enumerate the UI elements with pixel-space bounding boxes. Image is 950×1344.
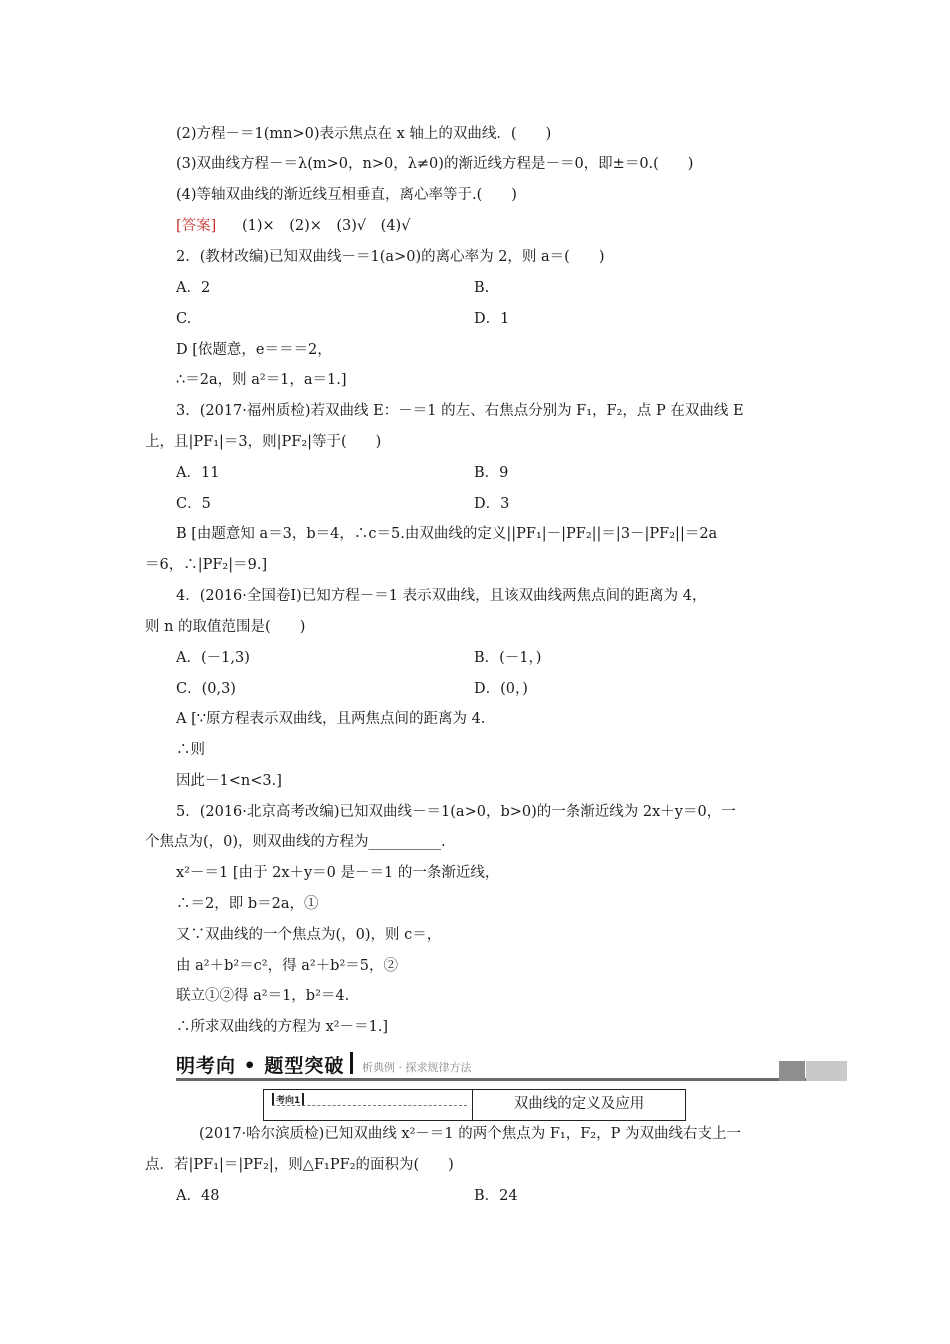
answer-5-line-4: 由 a²＋b²＝c²，得 a²＋b²＝5，② <box>176 958 398 974</box>
banner-block-light <box>806 1061 847 1081</box>
banner-rule <box>176 1078 847 1081</box>
answer-5-line-1: x²－＝1 [由于 2x＋y＝0 是－＝1 的一条渐近线， <box>176 865 500 881</box>
topic-dashed-line <box>272 1105 467 1106</box>
question-1-item-2: (2)方程－＝1(mn>0)表示焦点在 x 轴上的双曲线．( ) <box>176 126 552 142</box>
answer-5-line-5: 联立①②得 a²＝1，b²＝4. <box>176 988 350 1004</box>
question-5-line-1: 5．(2016·北京高考改编)已知双曲线－＝1(a>0，b>0)的一条渐近线为 2x＋y＝0，一 <box>176 804 736 820</box>
answer-4-line-2: ∴则 <box>176 742 205 758</box>
answer-4-line-1: A [∵原方程表示双曲线，且两焦点间的距离为 4. <box>176 711 486 727</box>
question-4-option-a: A．(－1,3) <box>176 650 250 666</box>
section-banner-title: 明考向 • 题型突破 <box>176 1055 345 1077</box>
example-line-2: 点．若|PF₁|＝|PF₂|，则△F₁PF₂的面积为( ) <box>145 1157 454 1173</box>
question-3-option-c: C．5 <box>176 496 211 512</box>
topic-title: 双曲线的定义及应用 <box>513 1096 645 1112</box>
question-1-item-4: (4)等轴双曲线的渐近线互相垂直，离心率等于.( ) <box>176 187 517 203</box>
topic-box <box>263 1089 686 1121</box>
section-banner-subtitle: 析典例 · 探求规律方法 <box>362 1061 472 1074</box>
question-2-option-d: D．1 <box>474 311 510 327</box>
answer-2-line-1: D [依题意，e＝＝＝2， <box>176 342 332 358</box>
answer-1: (1)× (2)× (3)√ (4)√ <box>242 218 411 234</box>
answer-5-line-2: ∴＝2，即 b＝2a，① <box>176 896 319 912</box>
question-3-option-a: A．11 <box>176 465 220 481</box>
question-3-option-d: D．3 <box>474 496 510 512</box>
answer-5-line-3: 又∵双曲线的一个焦点为(，0)，则 c＝， <box>176 927 442 943</box>
topic-tag: 考向1 <box>272 1093 304 1106</box>
question-4-option-d: D．(0，) <box>474 681 528 697</box>
example-option-a: A．48 <box>176 1188 220 1204</box>
banner-block-dark <box>779 1061 805 1081</box>
question-3-line-1: 3．(2017·福州质检)若双曲线 E：－＝1 的左、右焦点分别为 F₁，F₂，点 P 在双曲线 E <box>176 403 744 419</box>
question-4-line-2: 则 n 的取值范围是( ) <box>145 619 306 635</box>
question-4-option-b: B．(－1，) <box>474 650 542 666</box>
answer-4-line-3: 因此－1<n<3.] <box>176 773 282 789</box>
answer-5-line-6: ∴所求双曲线的方程为 x²－＝1.] <box>176 1019 389 1035</box>
topic-tag-cell <box>264 1090 473 1120</box>
answer-3-line-2: ＝6，∴|PF₂|＝9.] <box>145 557 268 573</box>
example-line-1: (2017·哈尔滨质检)已知双曲线 x²－＝1 的两个焦点为 F₁，F₂，P 为双曲线右支上一 <box>199 1126 741 1142</box>
question-2-option-a: A．2 <box>176 280 211 296</box>
answer-label: [答案] <box>176 218 217 234</box>
question-3-line-2: 上，且|PF₁|＝3，则|PF₂|等于( ) <box>145 434 382 450</box>
answer-2-line-2: ∴＝2a，则 a²＝1，a＝1.] <box>176 372 347 388</box>
question-4-option-c: C．(0,3) <box>176 681 236 697</box>
question-5-line-2: 个焦点为(，0)，则双曲线的方程为__________. <box>145 834 446 850</box>
question-2-option-b: B. <box>474 280 490 296</box>
question-4-line-1: 4．(2016·全国卷Ⅰ)已知方程－＝1 表示双曲线，且该双曲线两焦点间的距离为 4， <box>176 588 707 604</box>
banner-divider <box>350 1052 353 1074</box>
question-2-option-c: C. <box>176 311 192 327</box>
question-1-item-3: (3)双曲线方程－＝λ(m>0，n>0，λ≠0)的渐近线方程是－＝0，即±＝0.( ) <box>176 156 694 172</box>
question-3-option-b: B．9 <box>474 465 509 481</box>
example-option-b: B．24 <box>474 1188 518 1204</box>
answer-3-line-1: B [由题意知 a＝3，b＝4，∴c＝5.由双曲线的定义||PF₁|－|PF₂||＝|3－|PF₂||＝2a <box>176 526 718 542</box>
question-2: 2．(教材改编)已知双曲线－＝1(a>0)的离心率为 2，则 a＝( ) <box>176 249 605 265</box>
